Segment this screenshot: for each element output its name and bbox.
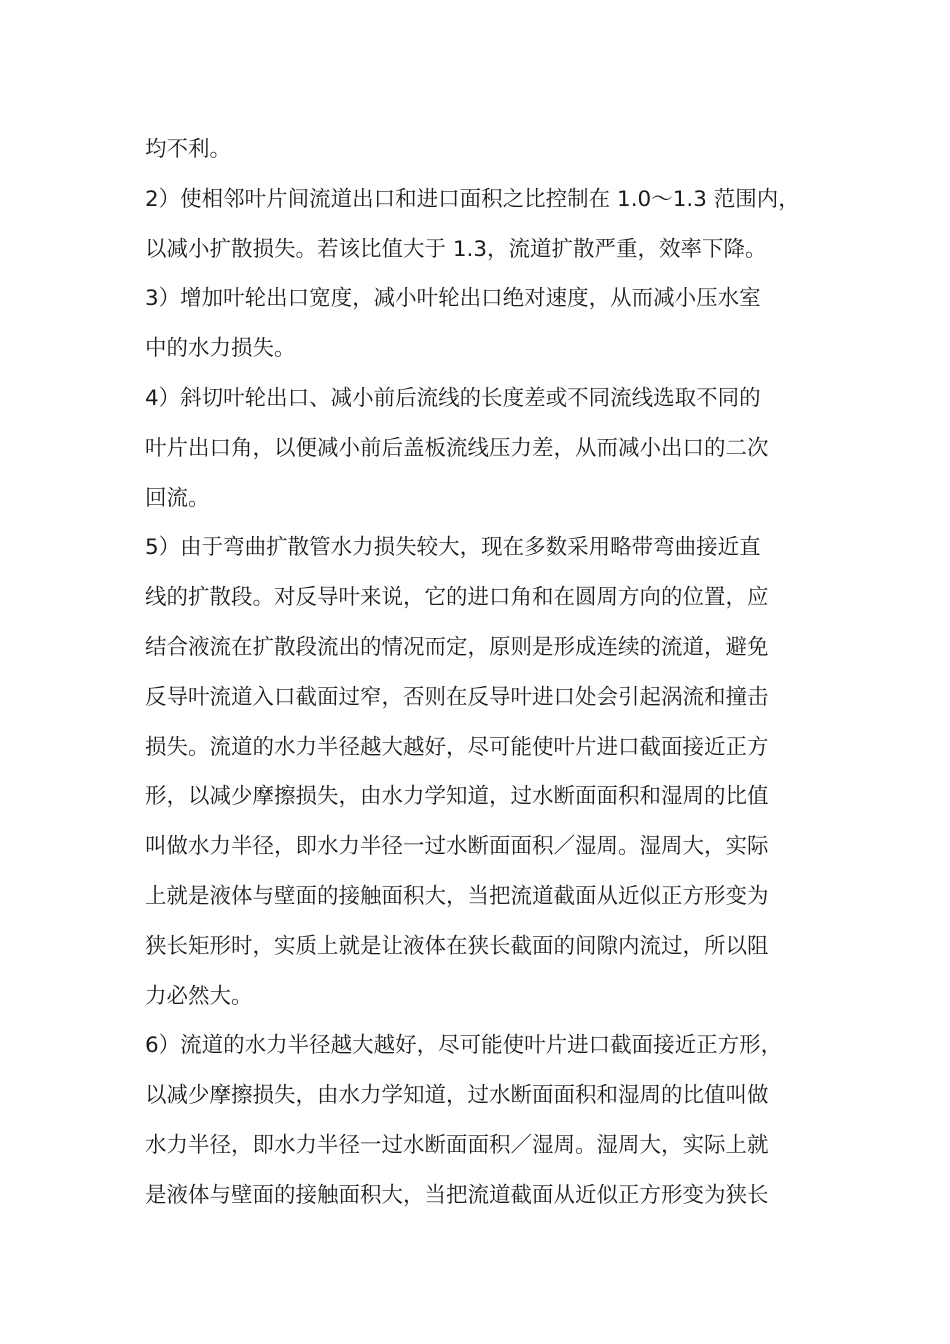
text-line: 形，以减少摩擦损失，由水力学知道，过水断面面积和湿周的比值 [145,784,769,810]
text-line: 结合液流在扩散段流出的情况而定，原则是形成连续的流道，避免 [145,634,769,660]
text-line: 水力半径，即水力半径一过水断面面积／湿周。湿周大，实际上就 [145,1132,769,1158]
text-line: 叶片出口角，以便减小前后盖板流线压力差，从而减小出口的二次 [145,435,769,461]
text-line: 6）流道的水力半径越大越好，尽可能使叶片进口截面接近正方形， [145,1033,783,1059]
text-line: 是液体与壁面的接触面积大，当把流道截面从近似正方形变为狭长 [145,1182,769,1208]
text-line: 线的扩散段。对反导叶来说，它的进口角和在圆周方向的位置，应 [145,585,769,611]
document-body [145,125,845,1221]
text-line: 力必然大。 [145,983,253,1009]
text-line: 均不利。 [145,137,232,162]
text-line: 以减小扩散损失。若该比值大于 1.3，流道扩散严重，效率下降。 [145,236,767,262]
text-line: 以减少摩擦损失，由水力学知道，过水断面面积和湿周的比值叫做 [145,1083,769,1109]
text-line: 3）增加叶轮出口宽度，减小叶轮出口绝对速度，从而减小压水室 [145,286,761,312]
text-line: 反导叶流道入口截面过窄，否则在反导叶进口处会引起涡流和撞击 [145,684,769,710]
text-line: 5）由于弯曲扩散管水力损失较大，现在多数采用略带弯曲接近直 [145,535,761,561]
text-line: 叫做水力半径，即水力半径一过水断面面积／湿周。湿周大，实际 [145,834,769,860]
text-line: 上就是液体与壁面的接触面积大，当把流道截面从近似正方形变为 [145,883,769,909]
text-line: 损失。流道的水力半径越大越好，尽可能使叶片进口截面接近正方 [145,734,769,760]
text-line: 回流。 [145,485,210,511]
text-line: 中的水力损失。 [145,336,296,362]
text-line: 2）使相邻叶片间流道出口和进口面积之比控制在 1.0～1.3 范围内， [145,186,800,212]
text-line: 狭长矩形时，实质上就是让液体在狭长截面的间隙内流过，所以阻 [145,933,769,959]
text-line: 4）斜切叶轮出口、减小前后流线的长度差或不同流线选取不同的 [145,385,761,411]
